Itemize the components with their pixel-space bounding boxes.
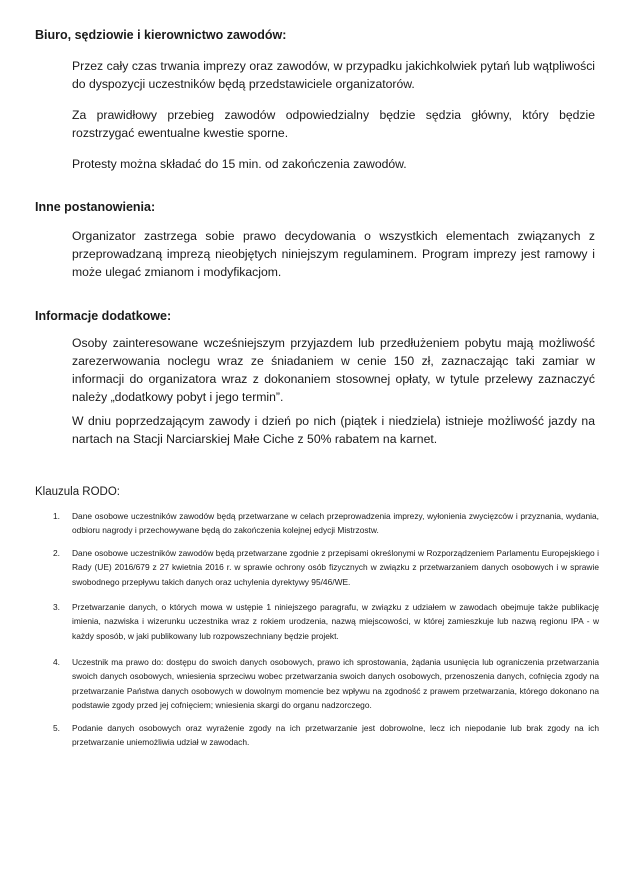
list-item-number: 2. <box>53 548 60 558</box>
paragraph: Osoby zainteresowane wcześniejszym przyjazdem lub przedłużeniem pobytu mają możliwość zarezerwowania noclegu wraz ze śniadaniem w cenie 150 zł, zaznaczając taki zamiar w informacji do organizatora wraz z dokonaniem stosownej opłaty, w tytule przelewy zaznaczyć należy „dodatkowy pobyt i jego termin”. <box>72 336 595 404</box>
section-heading-inne: Inne postanowienia: <box>35 200 156 214</box>
rodo-title: Klauzula RODO: <box>35 486 121 498</box>
list-item-number: 1. <box>53 511 60 521</box>
paragraph: W dniu poprzedzającym zawody i dzień po nich (piątek i niedziela) istnieje możliwość jazdy na nartach na Stacji Narciarskiej Małe Ciche z 50% rabatem na karnet. <box>72 414 595 446</box>
paragraph: Za prawidłowy przebieg zawodów odpowiedzialny będzie sędzia główny, który będzie rozstrzygać ewentualne kwestie sporne. <box>72 108 595 140</box>
list-item-text: Uczestnik ma prawo do: dostępu do swoich danych osobowych, prawo ich sprostowania, żądania usunięcia lub ograniczenia przetwarzania swoich danych osobowych, wniesienia sprzeciwu wobec przetwarzania swoich danych osobowych, przenoszenia danych, cofnięcia zgody na przetwarzanie Państwa danych osobowych w dowolnym momencie bez wpływu na zgodność z prawem przetwarzania, którego dokonano na podstawie zgody przed jej cofnięciem; wniesienia skargi do organu nadzorczego. <box>72 657 599 710</box>
paragraph: Przez cały czas trwania imprezy oraz zawodów, w przypadku jakichkolwiek pytań lub wątpliwości do dyspozycji uczestników będą przedstawiciele organizatorów. <box>72 59 595 91</box>
section-heading-informacje: Informacje dodatkowe: <box>35 309 172 323</box>
list-item-text: Podanie danych osobowych oraz wyrażenie zgody na ich przetwarzanie jest dobrowolne, lecz ich niepodanie lub brak zgody na ich przetwarzanie uniemożliwia udział w zawodach. <box>72 723 599 748</box>
paragraph: Organizator zastrzega sobie prawo decydowania o wszystkich elementach związanych z przeprowadzaną imprezą nieobjętych niniejszym regulaminem. Program imprezy jest ramowy i może ulegać zmianom i modyfikacjom. <box>72 229 595 279</box>
list-item-text: Dane osobowe uczestników zawodów będą przetwarzane w celach przeprowadzenia imprezy, wyłonienia zwycięzców i przyznania, wydania, odbioru nagrody i przechowywane będą do zakończenia kolejnej edycji Mistrzostw. <box>72 511 599 536</box>
list-item-text: Dane osobowe uczestników zawodów będą przetwarzane zgodnie z przepisami określonymi w Rozporządzeniem Parlamentu Europejskiego i Rady (UE) 2016/679 z 27 kwietnia 2016 r. w sprawie ochrony osób fizycznych w związku z przetwarzaniem danych osobowych i w sprawie swobodnego przepływu takich danych oraz uchylenia dyrektywy 95/46/WE. <box>72 548 599 587</box>
list-item-number: 5. <box>53 723 60 733</box>
paragraph: Protesty można składać do 15 min. od zakończenia zawodów. <box>72 157 407 171</box>
list-item-number: 3. <box>53 602 60 612</box>
list-item-number: 4. <box>53 657 60 667</box>
section-heading-biuro: Biuro, sędziowie i kierownictwo zawodów: <box>35 28 287 42</box>
list-item-text: Przetwarzanie danych, o których mowa w ustępie 1 niniejszego paragrafu, w związku z udziałem w zawodach obejmuje także publikację imienia, nazwiska i wizerunku uczestnika wraz z rokiem urodzenia, nazwą miejscowości, w której zamieszkuje lub nazwą regionu IPA - w każdy sposób, w jaki publikowany lub rozpowszechniany będzie projekt. <box>72 602 599 641</box>
